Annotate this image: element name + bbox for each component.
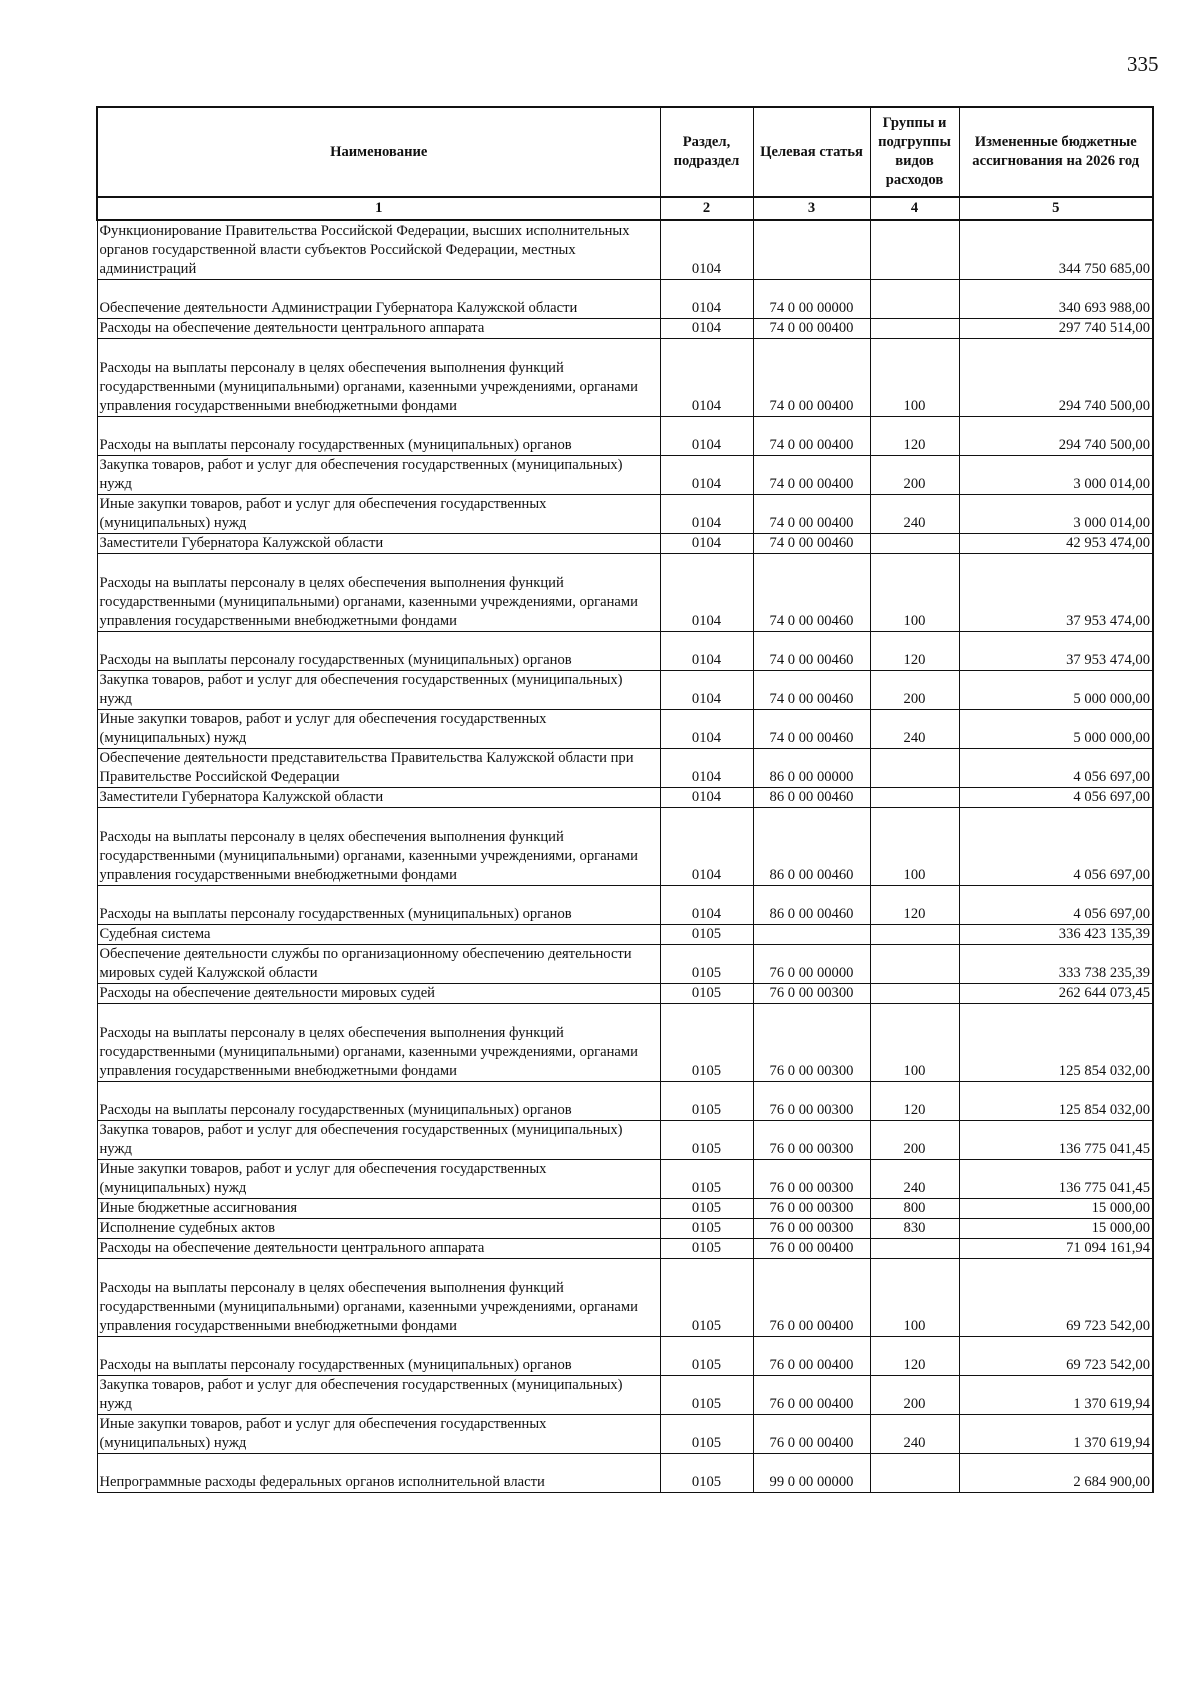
row-article: 76 0 00 00300 <box>753 1159 870 1198</box>
row-name: Судебная система <box>97 924 660 944</box>
row-article: 86 0 00 00460 <box>753 787 870 807</box>
row-article: 74 0 00 00400 <box>753 338 870 416</box>
table-row <box>97 220 1153 279</box>
row-group: 120 <box>870 631 959 670</box>
row-name: Закупка товаров, работ и услуг для обеспечения государственных (муниципальных) нужд <box>97 1120 660 1159</box>
row-amount: 1 370 619,94 <box>959 1414 1153 1453</box>
row-group: 240 <box>870 1159 959 1198</box>
row-section: 0104 <box>660 670 753 709</box>
row-group: 800 <box>870 1198 959 1218</box>
row-section: 0104 <box>660 416 753 455</box>
row-group: 120 <box>870 885 959 924</box>
row-article: 74 0 00 00460 <box>753 553 870 631</box>
row-name: Расходы на обеспечение деятельности мировых судей <box>97 983 660 1003</box>
row-section: 0105 <box>660 983 753 1003</box>
row-group <box>870 279 959 318</box>
table-row <box>97 670 1153 709</box>
row-section: 0104 <box>660 279 753 318</box>
row-name: Расходы на выплаты персоналу в целях обеспечения выполнения функций государственными (муниципальными) органами, казенными учреждениями, органами управления государственными внебюджетными фондами <box>97 1258 660 1336</box>
row-group <box>870 787 959 807</box>
row-article: 76 0 00 00300 <box>753 1003 870 1081</box>
row-amount: 3 000 014,00 <box>959 494 1153 533</box>
row-section: 0104 <box>660 220 753 279</box>
row-group: 830 <box>870 1218 959 1238</box>
row-name: Иные закупки товаров, работ и услуг для обеспечения государственных (муниципальных) нужд <box>97 709 660 748</box>
row-name: Расходы на выплаты персоналу в целях обеспечения выполнения функций государственными (муниципальными) органами, казенными учреждениями, органами управления государственными внебюджетными фондами <box>97 553 660 631</box>
row-name: Заместители Губернатора Калужской области <box>97 787 660 807</box>
row-section: 0104 <box>660 455 753 494</box>
row-group <box>870 1453 959 1492</box>
row-amount: 4 056 697,00 <box>959 748 1153 787</box>
column-number: 4 <box>870 197 959 220</box>
table-row <box>97 1003 1153 1081</box>
row-article: 86 0 00 00460 <box>753 807 870 885</box>
row-group: 120 <box>870 416 959 455</box>
row-article: 76 0 00 00300 <box>753 1120 870 1159</box>
table-row <box>97 709 1153 748</box>
row-name: Иные бюджетные ассигнования <box>97 1198 660 1218</box>
row-section: 0105 <box>660 1081 753 1120</box>
row-name: Непрограммные расходы федеральных органов исполнительной власти <box>97 1453 660 1492</box>
row-group: 100 <box>870 338 959 416</box>
row-section: 0105 <box>660 1159 753 1198</box>
row-article <box>753 220 870 279</box>
row-group: 100 <box>870 807 959 885</box>
row-section: 0104 <box>660 533 753 553</box>
row-group: 100 <box>870 553 959 631</box>
column-number: 1 <box>97 197 660 220</box>
row-name: Иные закупки товаров, работ и услуг для обеспечения государственных (муниципальных) нужд <box>97 494 660 533</box>
row-section: 0105 <box>660 924 753 944</box>
row-article: 74 0 00 00000 <box>753 279 870 318</box>
row-amount: 294 740 500,00 <box>959 416 1153 455</box>
row-group <box>870 748 959 787</box>
row-article: 86 0 00 00000 <box>753 748 870 787</box>
row-amount: 5 000 000,00 <box>959 709 1153 748</box>
row-group: 240 <box>870 709 959 748</box>
row-section: 0105 <box>660 1414 753 1453</box>
table-row <box>97 455 1153 494</box>
row-article: 76 0 00 00300 <box>753 1218 870 1238</box>
row-section: 0105 <box>660 1120 753 1159</box>
row-section: 0105 <box>660 944 753 983</box>
header-section: Раздел, подраздел <box>660 107 753 197</box>
row-group: 200 <box>870 670 959 709</box>
row-section: 0104 <box>660 709 753 748</box>
table-row <box>97 1081 1153 1120</box>
row-article: 76 0 00 00400 <box>753 1375 870 1414</box>
row-name: Расходы на выплаты персоналу государственных (муниципальных) органов <box>97 1081 660 1120</box>
row-name: Заместители Губернатора Калужской области <box>97 533 660 553</box>
row-article: 74 0 00 00400 <box>753 455 870 494</box>
row-group: 200 <box>870 1120 959 1159</box>
row-amount: 136 775 041,45 <box>959 1159 1153 1198</box>
table-row <box>97 1120 1153 1159</box>
row-amount: 344 750 685,00 <box>959 220 1153 279</box>
row-group <box>870 924 959 944</box>
row-amount: 136 775 041,45 <box>959 1120 1153 1159</box>
row-article: 76 0 00 00000 <box>753 944 870 983</box>
table-row <box>97 924 1153 944</box>
row-amount: 69 723 542,00 <box>959 1336 1153 1375</box>
table-row <box>97 338 1153 416</box>
header-name: Наименование <box>97 107 660 197</box>
row-group: 100 <box>870 1003 959 1081</box>
row-section: 0105 <box>660 1453 753 1492</box>
budget-table <box>96 106 1154 1493</box>
table-row <box>97 1414 1153 1453</box>
row-name: Расходы на выплаты персоналу в целях обеспечения выполнения функций государственными (муниципальными) органами, казенными учреждениями, органами управления государственными внебюджетными фондами <box>97 807 660 885</box>
table-row <box>97 416 1153 455</box>
table-row <box>97 1159 1153 1198</box>
row-name: Закупка товаров, работ и услуг для обеспечения государственных (муниципальных) нужд <box>97 1375 660 1414</box>
row-group <box>870 944 959 983</box>
row-section: 0104 <box>660 631 753 670</box>
row-section: 0104 <box>660 885 753 924</box>
row-amount: 5 000 000,00 <box>959 670 1153 709</box>
table-row <box>97 553 1153 631</box>
row-amount: 42 953 474,00 <box>959 533 1153 553</box>
table-row <box>97 1453 1153 1492</box>
table-row <box>97 318 1153 338</box>
row-name: Расходы на выплаты персоналу государственных (муниципальных) органов <box>97 416 660 455</box>
row-amount: 336 423 135,39 <box>959 924 1153 944</box>
row-article: 74 0 00 00460 <box>753 533 870 553</box>
header-group: Группы и подгруппы видов расходов <box>870 107 959 197</box>
row-article: 74 0 00 00460 <box>753 670 870 709</box>
row-group <box>870 318 959 338</box>
row-name: Обеспечение деятельности службы по организационному обеспечению деятельности мировых судей Калужской области <box>97 944 660 983</box>
header-article: Целевая статья <box>753 107 870 197</box>
row-amount: 15 000,00 <box>959 1218 1153 1238</box>
row-name: Исполнение судебных актов <box>97 1218 660 1238</box>
table-row <box>97 983 1153 1003</box>
row-article: 74 0 00 00400 <box>753 494 870 533</box>
header-row <box>97 107 1153 197</box>
table-row <box>97 631 1153 670</box>
row-amount: 4 056 697,00 <box>959 787 1153 807</box>
row-section: 0105 <box>660 1258 753 1336</box>
row-amount: 340 693 988,00 <box>959 279 1153 318</box>
row-amount: 125 854 032,00 <box>959 1081 1153 1120</box>
row-name: Расходы на выплаты персоналу государственных (муниципальных) органов <box>97 1336 660 1375</box>
page-number: 335 <box>1127 52 1159 76</box>
table-row <box>97 885 1153 924</box>
row-section: 0105 <box>660 1375 753 1414</box>
row-group: 240 <box>870 1414 959 1453</box>
row-section: 0104 <box>660 318 753 338</box>
row-amount: 4 056 697,00 <box>959 885 1153 924</box>
row-amount: 2 684 900,00 <box>959 1453 1153 1492</box>
row-article: 86 0 00 00460 <box>753 885 870 924</box>
row-section: 0105 <box>660 1198 753 1218</box>
row-amount: 4 056 697,00 <box>959 807 1153 885</box>
row-amount: 37 953 474,00 <box>959 631 1153 670</box>
row-article: 76 0 00 00400 <box>753 1238 870 1258</box>
row-article: 76 0 00 00400 <box>753 1336 870 1375</box>
table-row <box>97 1258 1153 1336</box>
column-number: 5 <box>959 197 1153 220</box>
row-name: Расходы на обеспечение деятельности центрального аппарата <box>97 1238 660 1258</box>
table-row <box>97 1375 1153 1414</box>
table-row <box>97 533 1153 553</box>
table-row <box>97 279 1153 318</box>
row-section: 0105 <box>660 1238 753 1258</box>
row-amount: 125 854 032,00 <box>959 1003 1153 1081</box>
row-name: Расходы на выплаты персоналу государственных (муниципальных) органов <box>97 885 660 924</box>
row-article: 74 0 00 00400 <box>753 318 870 338</box>
row-name: Иные закупки товаров, работ и услуг для обеспечения государственных (муниципальных) нужд <box>97 1414 660 1453</box>
row-amount: 262 644 073,45 <box>959 983 1153 1003</box>
table-row <box>97 787 1153 807</box>
row-group: 100 <box>870 1258 959 1336</box>
row-amount: 69 723 542,00 <box>959 1258 1153 1336</box>
row-group <box>870 1238 959 1258</box>
row-group <box>870 220 959 279</box>
row-amount: 333 738 235,39 <box>959 944 1153 983</box>
row-section: 0104 <box>660 338 753 416</box>
row-name: Закупка товаров, работ и услуг для обеспечения государственных (муниципальных) нужд <box>97 670 660 709</box>
row-section: 0104 <box>660 494 753 533</box>
table-row <box>97 1336 1153 1375</box>
row-name: Иные закупки товаров, работ и услуг для обеспечения государственных (муниципальных) нужд <box>97 1159 660 1198</box>
row-amount: 15 000,00 <box>959 1198 1153 1218</box>
row-name: Расходы на обеспечение деятельности центрального аппарата <box>97 318 660 338</box>
column-number: 3 <box>753 197 870 220</box>
row-article: 74 0 00 00460 <box>753 631 870 670</box>
row-section: 0105 <box>660 1003 753 1081</box>
table-row <box>97 807 1153 885</box>
table-body <box>97 220 1153 1492</box>
row-section: 0105 <box>660 1218 753 1238</box>
row-amount: 37 953 474,00 <box>959 553 1153 631</box>
row-name: Расходы на выплаты персоналу в целях обеспечения выполнения функций государственными (муниципальными) органами, казенными учреждениями, органами управления государственными внебюджетными фондами <box>97 1003 660 1081</box>
row-section: 0104 <box>660 553 753 631</box>
row-article: 74 0 00 00460 <box>753 709 870 748</box>
row-name: Обеспечение деятельности Администрации Губернатора Калужской области <box>97 279 660 318</box>
row-amount: 71 094 161,94 <box>959 1238 1153 1258</box>
row-name: Расходы на выплаты персоналу в целях обеспечения выполнения функций государственными (муниципальными) органами, казенными учреждениями, органами управления государственными внебюджетными фондами <box>97 338 660 416</box>
row-name: Обеспечение деятельности представительства Правительства Калужской области при Правительстве Российской Федерации <box>97 748 660 787</box>
row-section: 0104 <box>660 748 753 787</box>
row-section: 0104 <box>660 807 753 885</box>
row-article: 99 0 00 00000 <box>753 1453 870 1492</box>
table-row <box>97 1238 1153 1258</box>
row-group: 120 <box>870 1336 959 1375</box>
row-group <box>870 983 959 1003</box>
row-section: 0105 <box>660 1336 753 1375</box>
row-name: Закупка товаров, работ и услуг для обеспечения государственных (муниципальных) нужд <box>97 455 660 494</box>
row-group: 200 <box>870 1375 959 1414</box>
column-number: 2 <box>660 197 753 220</box>
row-group: 240 <box>870 494 959 533</box>
row-group: 200 <box>870 455 959 494</box>
table-row <box>97 1198 1153 1218</box>
row-article: 76 0 00 00400 <box>753 1414 870 1453</box>
row-article: 76 0 00 00300 <box>753 1081 870 1120</box>
row-article: 76 0 00 00300 <box>753 983 870 1003</box>
row-group <box>870 533 959 553</box>
row-amount: 3 000 014,00 <box>959 455 1153 494</box>
row-group: 120 <box>870 1081 959 1120</box>
column-number-row <box>97 197 1153 220</box>
table-row <box>97 944 1153 983</box>
row-name: Функционирование Правительства Российской Федерации, высших исполнительных органов государственной власти субъектов Российской Федерации, местных администраций <box>97 220 660 279</box>
row-name: Расходы на выплаты персоналу государственных (муниципальных) органов <box>97 631 660 670</box>
table-row <box>97 494 1153 533</box>
row-section: 0104 <box>660 787 753 807</box>
row-amount: 294 740 500,00 <box>959 338 1153 416</box>
row-amount: 297 740 514,00 <box>959 318 1153 338</box>
header-amount: Измененные бюджетные ассигнования на 2026 год <box>959 107 1153 197</box>
row-article <box>753 924 870 944</box>
row-article: 74 0 00 00400 <box>753 416 870 455</box>
row-article: 76 0 00 00300 <box>753 1198 870 1218</box>
table-row <box>97 1218 1153 1238</box>
row-amount: 1 370 619,94 <box>959 1375 1153 1414</box>
row-article: 76 0 00 00400 <box>753 1258 870 1336</box>
table-row <box>97 748 1153 787</box>
